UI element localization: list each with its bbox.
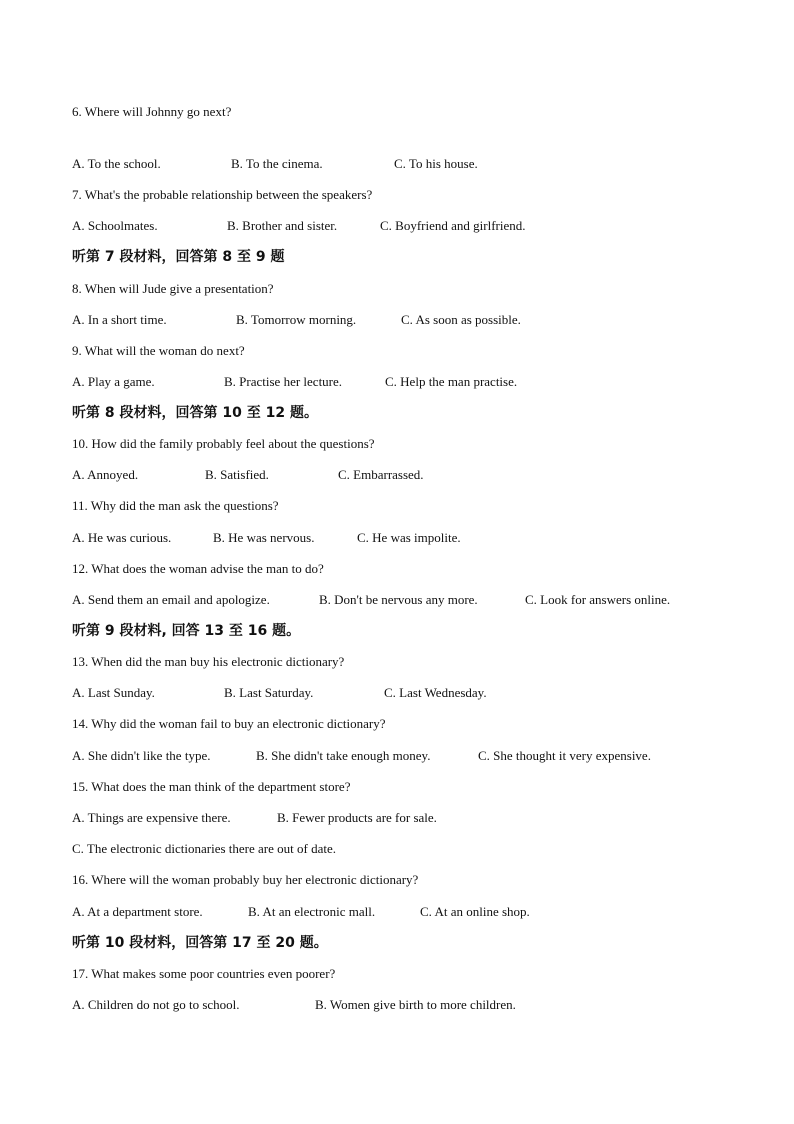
option-b: B. Last Saturday. xyxy=(224,685,314,700)
option-c: C. He was impolite. xyxy=(357,530,461,545)
question-10: 10. How did the family probably feel about the questions? xyxy=(72,436,375,451)
option-c: C. Look for answers online. xyxy=(525,592,671,607)
option-a: A. To the school. xyxy=(72,156,161,171)
option-c: C. Embarrassed. xyxy=(338,467,424,482)
option-c: C. Last Wednesday. xyxy=(384,685,487,700)
question-12: 12. What does the woman advise the man to do? xyxy=(72,561,324,576)
question-6: 6. Where will Johnny go next? xyxy=(72,104,232,119)
option-a: A. Things are expensive there. xyxy=(72,810,231,825)
option-a: A. He was curious. xyxy=(72,530,172,545)
option-b: B. Women give birth to more children. xyxy=(315,997,516,1012)
option-a: A. Last Sunday. xyxy=(72,685,155,700)
option-c: C. The electronic dictionaries there are out of date. xyxy=(72,841,336,856)
question-16: 16. Where will the woman probably buy her electronic dictionary? xyxy=(72,872,419,887)
option-b: B. Brother and sister. xyxy=(227,218,338,233)
option-b: B. At an electronic mall. xyxy=(248,904,376,919)
question-13: 13. When did the man buy his electronic dictionary? xyxy=(72,654,345,669)
question-7: 7. What's the probable relationship between the speakers? xyxy=(72,187,373,202)
option-a: A. Play a game. xyxy=(72,374,155,389)
option-c: C. As soon as possible. xyxy=(401,312,521,327)
option-a: A. Schoolmates. xyxy=(72,218,158,233)
question-15: 15. What does the man think of the department store? xyxy=(72,779,351,794)
option-c: C. At an online shop. xyxy=(420,904,530,919)
option-a: A. Children do not go to school. xyxy=(72,997,240,1012)
section-heading: 听第 7 段材料，回答第 8 至 9 题 xyxy=(72,249,285,265)
option-b: B. To the cinema. xyxy=(231,156,323,171)
option-c: C. Boyfriend and girlfriend. xyxy=(380,218,526,233)
option-c: C. Help the man practise. xyxy=(385,374,518,389)
section-heading: 听第 10 段材料，回答第 17 至 20 题。 xyxy=(72,935,328,951)
question-14: 14. Why did the woman fail to buy an electronic dictionary? xyxy=(72,716,386,731)
option-a: A. In a short time. xyxy=(72,312,167,327)
option-c: C. To his house. xyxy=(394,156,478,171)
option-a: A. Annoyed. xyxy=(72,467,139,482)
option-b: B. Fewer products are for sale. xyxy=(277,810,437,825)
question-8: 8. When will Jude give a presentation? xyxy=(72,281,274,296)
section-heading: 听第 8 段材料，回答第 10 至 12 题。 xyxy=(72,405,318,421)
option-b: B. Don't be nervous any more. xyxy=(319,592,478,607)
question-9: 9. What will the woman do next? xyxy=(72,343,245,358)
option-a: A. Send them an email and apologize. xyxy=(72,592,270,607)
question-17: 17. What makes some poor countries even poorer? xyxy=(72,966,336,981)
option-a: A. At a department store. xyxy=(72,904,203,919)
option-b: B. He was nervous. xyxy=(213,530,315,545)
option-c: C. She thought it very expensive. xyxy=(478,748,651,763)
option-b: B. Practise her lecture. xyxy=(224,374,343,389)
option-b: B. Tomorrow morning. xyxy=(236,312,357,327)
option-b: B. She didn't take enough money. xyxy=(256,748,431,763)
question-11: 11. Why did the man ask the questions? xyxy=(72,498,279,513)
option-b: B. Satisfied. xyxy=(205,467,269,482)
section-heading: 听第 9 段材料, 回答 13 至 16 题。 xyxy=(72,623,301,639)
option-a: A. She didn't like the type. xyxy=(72,748,211,763)
